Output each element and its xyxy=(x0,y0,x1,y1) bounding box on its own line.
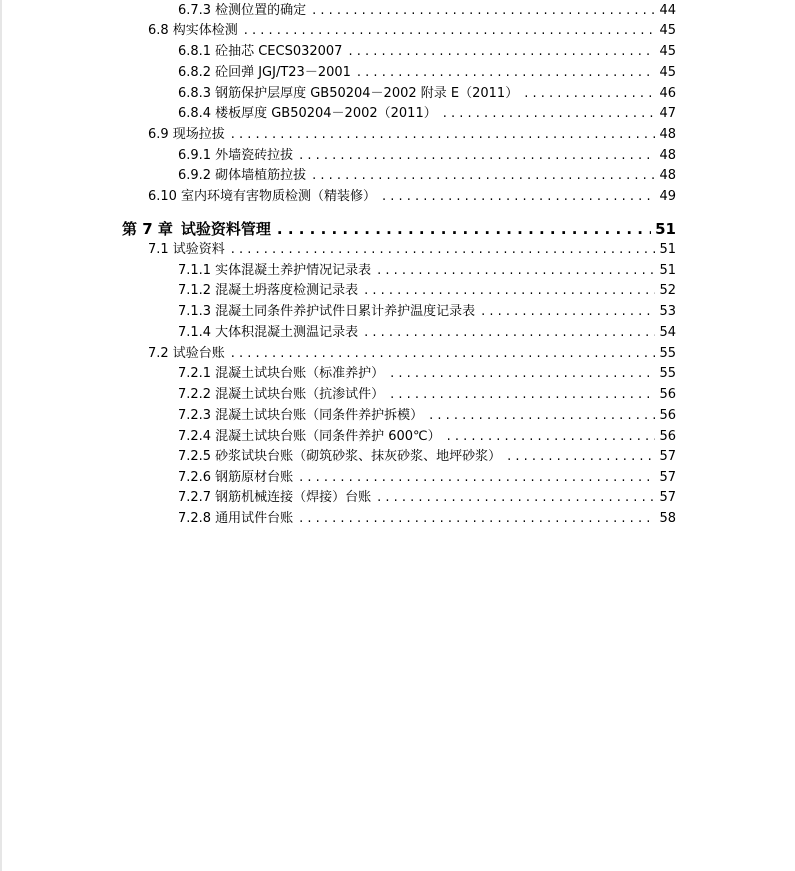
toc-title: 砼抽芯 CECS032007 xyxy=(215,44,343,59)
toc-entry-6-8-1[interactable] xyxy=(178,42,676,62)
toc-entry-7-2-7[interactable] xyxy=(178,488,676,508)
toc-title: 试验台账 xyxy=(172,346,225,361)
toc-title: 混凝土试块台账（同条件养护 600℃） xyxy=(215,429,441,444)
toc-title: 砂浆试块台账（砌筑砂浆、抹灰砂浆、地坪砂浆） xyxy=(215,449,502,464)
toc-page-number: 51 xyxy=(659,263,676,278)
toc-entry-6-10[interactable] xyxy=(148,187,676,207)
dot-leader xyxy=(299,146,655,166)
dot-leader xyxy=(443,104,656,124)
toc-number: 7.1.1 xyxy=(178,263,212,278)
dot-leader xyxy=(364,323,655,343)
toc-entry-6-7-3[interactable] xyxy=(178,1,676,21)
dot-leader xyxy=(231,240,656,260)
toc-page-number: 47 xyxy=(659,106,676,121)
dot-leader xyxy=(299,468,655,488)
toc-page-number: 53 xyxy=(659,304,676,319)
toc-number: 7.1.3 xyxy=(178,304,212,319)
dot-leader xyxy=(429,406,655,426)
toc-number: 6.9 xyxy=(148,127,169,142)
toc-number: 6.9.2 xyxy=(178,168,212,183)
toc-number: 7.2.2 xyxy=(178,387,212,402)
toc-title: 现场拉拔 xyxy=(172,127,225,142)
toc-page-number: 48 xyxy=(659,148,676,163)
toc-number: 6.8.4 xyxy=(178,106,212,121)
toc-entry-7-2-3[interactable] xyxy=(178,406,676,426)
toc-number: 7.2.1 xyxy=(178,366,212,381)
toc-page-number: 56 xyxy=(659,408,676,423)
toc-number: 7.2 xyxy=(148,346,169,361)
dot-leader xyxy=(377,261,655,281)
dot-leader xyxy=(447,427,656,447)
dot-leader xyxy=(481,302,655,322)
toc-entry-7-1-2[interactable] xyxy=(178,281,676,301)
toc-entry-6-8-3[interactable] xyxy=(178,84,676,104)
toc-entry-6-9-2[interactable] xyxy=(178,166,676,186)
toc-number: 7.2.5 xyxy=(178,449,212,464)
toc-page-number: 55 xyxy=(659,346,676,361)
toc-number: 7.2.6 xyxy=(178,470,212,485)
dot-leader xyxy=(299,509,655,529)
toc-page-number: 57 xyxy=(659,449,676,464)
toc-title: 钢筋原材台账 xyxy=(215,470,294,485)
toc-page-number: 58 xyxy=(659,511,676,526)
toc-page-number: 49 xyxy=(659,189,676,204)
toc-entry-7-2-4[interactable] xyxy=(178,427,676,447)
dot-leader xyxy=(277,219,651,239)
toc-page-number: 56 xyxy=(659,387,676,402)
toc-title: 检测位置的确定 xyxy=(215,3,307,18)
toc-entry-chapter-7[interactable] xyxy=(122,219,676,239)
toc-number: 7.2.3 xyxy=(178,408,212,423)
toc-title: 混凝土同条件养护试件日累计养护温度记录表 xyxy=(215,304,476,319)
toc-title: 大体积混凝土测温记录表 xyxy=(215,325,359,340)
dot-leader xyxy=(377,488,655,508)
toc-page-number: 57 xyxy=(659,490,676,505)
toc-title: 钢筋保护层厚度 GB50204－2002 附录 E（2011） xyxy=(215,86,519,101)
toc-page-number: 44 xyxy=(659,3,676,18)
toc-entry-6-8-2[interactable] xyxy=(178,63,676,83)
toc-number: 6.8.3 xyxy=(178,86,212,101)
toc-number: 7.1.2 xyxy=(178,283,212,298)
toc-number: 7.2.7 xyxy=(178,490,212,505)
toc-number: 6.8.2 xyxy=(178,65,212,80)
dot-leader xyxy=(348,42,655,62)
toc-title: 室内环境有害物质检测（精装修） xyxy=(180,189,376,204)
toc-page-number: 51 xyxy=(655,220,676,238)
toc-entry-7-2-8[interactable] xyxy=(178,509,676,529)
toc-title: 钢筋机械连接（焊接）台账 xyxy=(215,490,372,505)
toc-title: 砼回弹 JGJ/T23－2001 xyxy=(215,65,351,80)
toc-page-number: 45 xyxy=(659,44,676,59)
toc-title: 构实体检测 xyxy=(172,23,238,38)
dot-leader xyxy=(390,364,655,384)
toc-entry-6-8[interactable] xyxy=(148,21,676,41)
toc-page-number: 45 xyxy=(659,65,676,80)
toc-entry-7-1[interactable] xyxy=(148,240,676,260)
toc-entry-7-2-2[interactable] xyxy=(178,385,676,405)
toc-page-number: 48 xyxy=(659,168,676,183)
toc-title: 试验资料 xyxy=(172,242,225,257)
toc-page-number: 55 xyxy=(659,366,676,381)
toc-title: 砌体墙植筋拉拔 xyxy=(215,168,307,183)
toc-page-number: 48 xyxy=(659,127,676,142)
dot-leader xyxy=(231,125,656,145)
dot-leader xyxy=(357,63,656,83)
toc-entry-7-2[interactable] xyxy=(148,344,676,364)
dot-leader xyxy=(312,1,655,21)
toc-page-number: 54 xyxy=(659,325,676,340)
dot-leader xyxy=(231,344,656,364)
toc-number: 6.10 xyxy=(148,189,177,204)
toc-entry-6-9[interactable] xyxy=(148,125,676,145)
toc-title: 实体混凝土养护情况记录表 xyxy=(215,263,372,278)
toc-title: 通用试件台账 xyxy=(215,511,294,526)
toc-title: 外墙瓷砖拉拔 xyxy=(215,148,294,163)
dot-leader xyxy=(524,84,655,104)
toc-page-number: 45 xyxy=(659,23,676,38)
toc-entry-7-1-3[interactable] xyxy=(178,302,676,322)
toc-entry-6-8-4[interactable] xyxy=(178,104,676,124)
toc-number: 6.8.1 xyxy=(178,44,212,59)
dot-leader xyxy=(390,385,655,405)
toc-number: 7.1 xyxy=(148,242,169,257)
toc-entry-6-9-1[interactable] xyxy=(178,146,676,166)
toc-entry-7-2-1[interactable] xyxy=(178,364,676,384)
toc-page-number: 57 xyxy=(659,470,676,485)
dot-leader xyxy=(364,281,655,301)
toc-entry-7-1-4[interactable] xyxy=(178,323,676,343)
toc-title: 混凝土试块台账（标准养护） xyxy=(215,366,385,381)
toc-page-number: 46 xyxy=(659,86,676,101)
dot-leader xyxy=(244,21,656,41)
dot-leader xyxy=(382,187,655,207)
dot-leader xyxy=(312,166,655,186)
toc-entry-7-2-6[interactable] xyxy=(178,468,676,488)
chapter-number: 第 7 章 xyxy=(122,220,173,238)
toc-title: 楼板厚度 GB50204－2002（2011） xyxy=(215,106,437,121)
page-edge-divider xyxy=(0,0,2,871)
toc-number: 6.8 xyxy=(148,23,169,38)
toc-number: 6.7.3 xyxy=(178,3,212,18)
toc-entry-7-2-5[interactable] xyxy=(178,447,676,467)
toc-title: 混凝土试块台账（同条件养护拆模） xyxy=(215,408,424,423)
toc-page-number: 52 xyxy=(659,283,676,298)
toc-page-number: 56 xyxy=(659,429,676,444)
toc-title: 混凝土坍落度检测记录表 xyxy=(215,283,359,298)
toc-page-number: 51 xyxy=(659,242,676,257)
chapter-title: 试验资料管理 xyxy=(180,220,271,238)
toc-title: 混凝土试块台账（抗渗试件） xyxy=(215,387,385,402)
toc-number: 7.2.4 xyxy=(178,429,212,444)
toc-number: 6.9.1 xyxy=(178,148,212,163)
toc-entry-7-1-1[interactable] xyxy=(178,261,676,281)
toc-number: 7.2.8 xyxy=(178,511,212,526)
dot-leader xyxy=(507,447,655,467)
toc-number: 7.1.4 xyxy=(178,325,212,340)
